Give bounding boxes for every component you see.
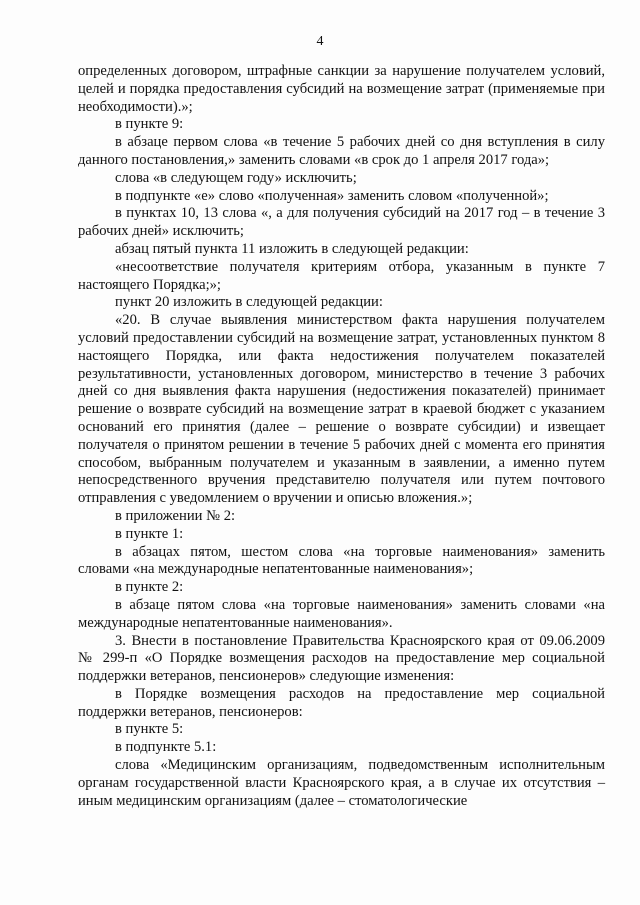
paragraph: в подпункте «е» слово «полученная» заменить словом «полученной»; <box>115 187 549 204</box>
paragraph: в подпункте 5.1: <box>115 739 217 756</box>
paragraph: в абзацах пятом, шестом слова «на торговые наименования» заменить словами «на международные непатентованные наименования»; <box>78 543 605 578</box>
paragraph: в абзаце пятом слова «на торговые наименования» заменить словами «на международные непатентованные наименования». <box>78 596 605 631</box>
paragraph: слова «в следующем году» исключить; <box>115 169 357 186</box>
paragraph: «20. В случае выявления министерством факта нарушения получателем условий предоставлении субсидий на возмещение затрат, установленных пунктом 8 настоящего Порядка, или факта недостижения получателем показателей результативности, установленных договором, министерство в течение 3 рабочих дней со дня выявления факта нарушения (недостижения показателей) принимает решение о возврате субсидий на возмещение затрат в краевой бюджет с указанием оснований его принятия (далее – решение о возврате субсидии) и извещает получателя о принятом решении в течение 5 рабочих дней с момента его принятия способом, выбранным получателем и указанным в заявлении, а именно путем непосредственного вручения представителю получателя или путем почтового отправления с уведомлением о вручении и описью вложения.»; <box>78 312 605 507</box>
paragraph: «несоответствие получателя критериям отбора, указанным в пункте 7 настоящего Порядка;»; <box>78 258 605 293</box>
paragraph: абзац пятый пункта 11 изложить в следующей редакции: <box>115 240 469 257</box>
paragraph: определенных договором, штрафные санкции за нарушение получателем условий, целей и порядка предоставления субсидий на возмещение затрат (применяемые при необходимости).»; <box>78 63 605 115</box>
page-number: 4 <box>316 34 324 49</box>
paragraph: 3. Внести в постановление Правительства Красноярского края от 09.06.2009 № 299-п «О Порядке возмещения расходов на предоставление мер социальной поддержки ветеранов, пенсионеров» следующие изменения: <box>78 632 605 685</box>
paragraph: в приложении № 2: <box>115 507 236 524</box>
paragraph: в абзаце первом слова «в течение 5 рабочих дней со дня вступления в силу данного постановления,» заменить словами «в срок до 1 апреля 2017 года»; <box>78 134 605 168</box>
paragraph: в Порядке возмещения расходов на предоставление мер социальной поддержки ветеранов, пенсионеров: <box>78 685 605 720</box>
paragraph: в пункте 2: <box>115 579 184 596</box>
paragraph: в пунктах 10, 13 слова «, а для получения субсидий на 2017 год – в течение 3 рабочих дней» исключить; <box>78 205 605 240</box>
paragraph: пункт 20 изложить в следующей редакции: <box>115 294 383 311</box>
document-body <box>78 63 605 810</box>
paragraph: в пункте 9: <box>115 116 184 133</box>
paragraph: слова «Медицинским организациям, подведомственным исполнительным органам государственной власти Красноярского края, а в случае их отсутствия – иным медицинским организациям (далее – стоматологические <box>78 757 605 809</box>
paragraph: в пункте 5: <box>115 721 184 738</box>
paragraph: в пункте 1: <box>115 525 184 542</box>
